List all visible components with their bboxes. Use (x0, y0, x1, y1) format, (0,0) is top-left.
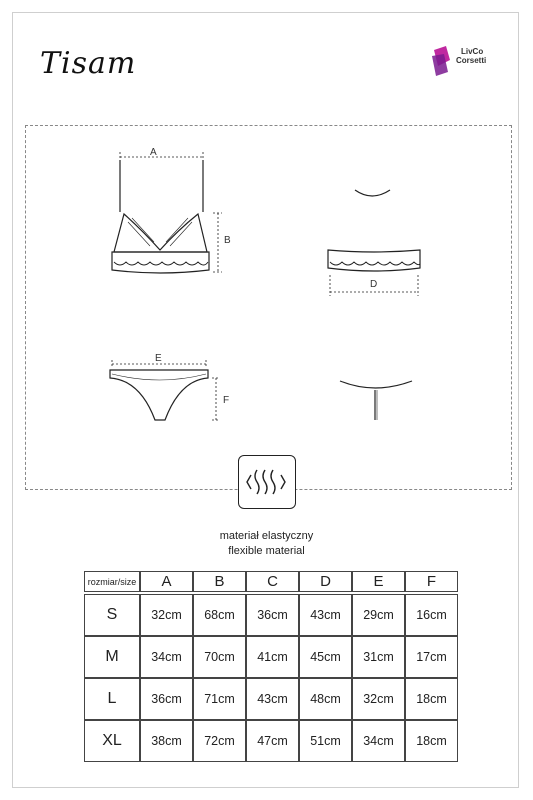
table-cell: 41cm (246, 636, 299, 678)
dim-label-d: D (370, 279, 378, 290)
table-cell: 18cm (405, 720, 458, 762)
column-header: A (140, 571, 193, 592)
table-cell: 47cm (246, 720, 299, 762)
table-row (84, 636, 458, 678)
table-corner-label: rozmiar/size (84, 571, 140, 592)
brand-name: Tisam (40, 46, 137, 81)
column-header: C (246, 571, 299, 592)
table-cell: 68cm (193, 594, 246, 636)
table-cell: 34cm (352, 720, 405, 762)
table-cell: 34cm (140, 636, 193, 678)
table-cell: 36cm (140, 678, 193, 720)
dimension-a (120, 152, 203, 162)
table-cell: 43cm (246, 678, 299, 720)
table-cell: 32cm (352, 678, 405, 720)
table-cell: 16cm (405, 594, 458, 636)
table-row (84, 720, 458, 762)
table-row (84, 678, 458, 720)
table-cell: 72cm (193, 720, 246, 762)
table-header-row (84, 571, 458, 592)
table-cell: 29cm (352, 594, 405, 636)
size-label: S (84, 594, 140, 636)
bra-back (328, 190, 420, 271)
table-cell: 36cm (246, 594, 299, 636)
table-cell: 18cm (405, 678, 458, 720)
column-header: F (405, 571, 458, 592)
column-header: E (352, 571, 405, 592)
table-cell: 31cm (352, 636, 405, 678)
material-label-pl: materiał elastyczny (219, 530, 314, 542)
stretch-waves-icon (238, 455, 296, 509)
dimension-b (213, 213, 222, 272)
column-header: D (299, 571, 352, 592)
table-cell: 48cm (299, 678, 352, 720)
table-cell: 70cm (193, 636, 246, 678)
table-row (84, 594, 458, 636)
dim-label-f: F (223, 395, 230, 406)
table-cell: 32cm (140, 594, 193, 636)
table-cell: 51cm (299, 720, 352, 762)
dim-label-b: B (224, 235, 231, 246)
size-label: L (84, 678, 140, 720)
table-cell: 71cm (193, 678, 246, 720)
bra-front (112, 160, 209, 273)
material-label-en: flexible material (228, 545, 305, 557)
table-cell: 43cm (299, 594, 352, 636)
size-table (84, 571, 458, 762)
size-label: XL (84, 720, 140, 762)
table-cell: 17cm (405, 636, 458, 678)
column-header: B (193, 571, 246, 592)
thong-front (110, 370, 208, 420)
thong-back (340, 381, 412, 420)
dim-label-e: E (155, 353, 162, 364)
dim-label-a: A (150, 147, 157, 158)
table-cell: 38cm (140, 720, 193, 762)
table-cell: 45cm (299, 636, 352, 678)
dimension-f (212, 378, 220, 420)
logo-line-1: LivCo (461, 47, 484, 56)
logo-line-2: Corsetti (456, 56, 487, 65)
size-label: M (84, 636, 140, 678)
